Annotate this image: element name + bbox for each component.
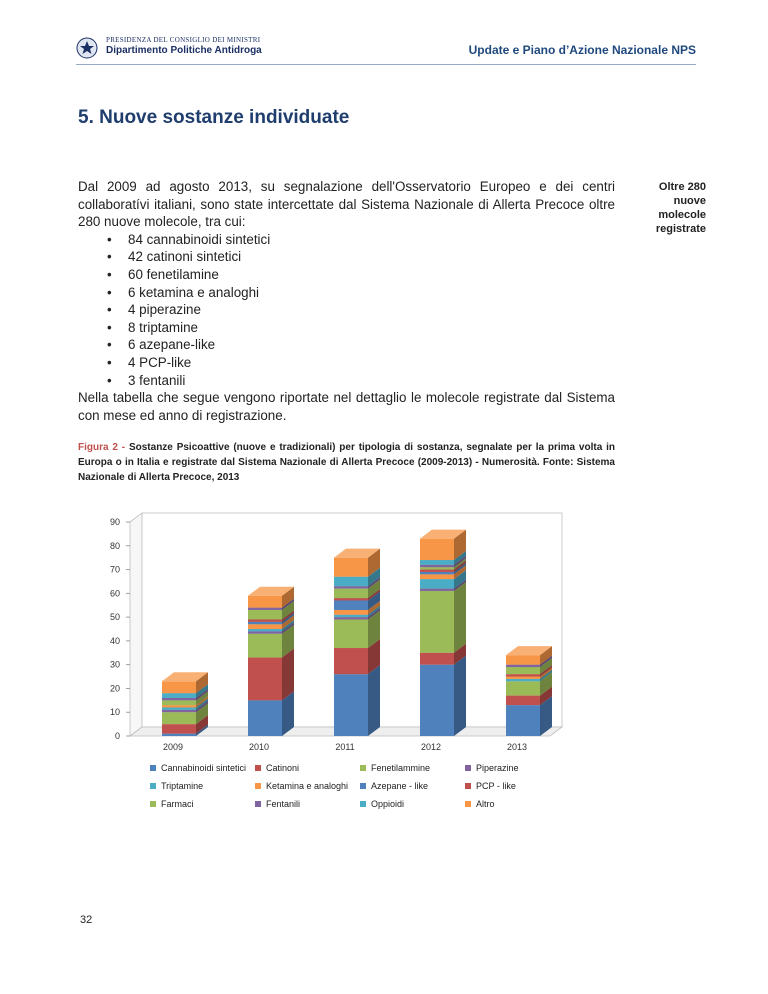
x-tick-label: 2009: [162, 742, 184, 752]
legend-swatch: [465, 801, 471, 807]
substance-list: [78, 231, 615, 389]
bar-segment: [420, 560, 454, 565]
legend-swatch: [255, 765, 261, 771]
list-item: • 8 triptamine: [128, 319, 615, 337]
bar-segment: [506, 655, 540, 665]
list-item: • 42 catinoni sintetici: [128, 248, 615, 266]
chart-legend: [150, 759, 570, 813]
bar-segment: [162, 705, 196, 707]
bar-segment: [248, 610, 282, 620]
bar-segment: [162, 681, 196, 693]
legend-swatch: [150, 783, 156, 789]
intro-paragraph: Dal 2009 ad agosto 2013, su segnalazione dell'Osservatorio Europeo e dei centri collaboratívi italiani, sono state intercettate dal Sistema Nazionale di Allerta Precoce oltre 280 nuove molecole, tra cui:: [78, 179, 615, 230]
bar-segment-side: [454, 582, 466, 653]
legend-item: [465, 763, 570, 773]
bar-segment: [162, 707, 196, 709]
legend-item: [150, 763, 255, 773]
bar-segment: [420, 665, 454, 736]
bar-segment: [162, 724, 196, 734]
legend-label: PCP - like: [476, 781, 516, 791]
bar-segment: [248, 622, 282, 624]
y-tick-label: 80: [109, 540, 120, 551]
bar-segment: [506, 696, 540, 706]
bar-segment: [506, 681, 540, 695]
y-tick-label: 10: [109, 707, 120, 718]
bar-segment: [334, 619, 368, 648]
bar-segment: [506, 677, 540, 679]
bar-segment: [162, 698, 196, 700]
bar-segment: [248, 619, 282, 621]
bar-segment: [248, 596, 282, 608]
bar-segment: [248, 631, 282, 633]
legend-label: Ketamina e analoghi: [266, 781, 349, 791]
bar-segment: [506, 705, 540, 736]
bar-segment: [334, 617, 368, 619]
legend-swatch: [360, 783, 366, 789]
bar-segment: [162, 700, 196, 705]
legend-item: [150, 799, 255, 809]
bar-segment: [334, 600, 368, 610]
legend-item: [255, 781, 360, 791]
bar-segment: [420, 539, 454, 560]
bar-segment: [248, 634, 282, 658]
bar-segment: [334, 577, 368, 587]
bar-segment: [420, 572, 454, 574]
legend-item: [255, 763, 360, 773]
margin-note: Oltre 280 nuove molecole registrate: [655, 181, 706, 235]
bar-segment-side: [368, 665, 380, 736]
figure-caption: [78, 440, 615, 485]
legend-item: [360, 763, 465, 773]
bar-segment: [334, 615, 368, 617]
bar-segment: [248, 658, 282, 701]
x-tick-label: 2011: [335, 742, 355, 752]
legend-row: [150, 759, 570, 777]
bar-segment: [162, 734, 196, 736]
bar-segment: [420, 570, 454, 572]
legend-item: [360, 781, 465, 791]
figure-caption-text: Sostanze Psicoattive (nuove e tradizionali) per tipologia di sostanza, segnalate per la prima volta in Europa o in Italia e registrate dal Sistema Nazionale di Allerta Precoce (2009-2013) - Numerosità. Fonte: Sistema Nazionale di Allerta Precoce, 2013: [78, 442, 615, 483]
department-name: [106, 36, 262, 56]
list-item: • 4 piperazine: [128, 301, 615, 319]
list-item: • 60 fenetilamine: [128, 266, 615, 284]
bar-segment: [506, 674, 540, 676]
bar-segment: [248, 608, 282, 610]
y-tick-label: 20: [109, 683, 120, 694]
y-tick-label: 90: [109, 517, 120, 527]
department-top-line: PRESIDENZA DEL CONSIGLIO DEI MINISTRI: [106, 36, 261, 44]
legend-row: [150, 777, 570, 795]
x-tick-label: 2013: [506, 742, 528, 752]
bar-segment: [248, 624, 282, 629]
bar-segment: [334, 610, 368, 615]
bar-segment: [420, 567, 454, 569]
y-tick-label: 30: [109, 659, 120, 670]
bar-segment: [506, 667, 540, 674]
legend-swatch: [465, 783, 471, 789]
legend-item: [465, 799, 570, 809]
bar-segment: [420, 591, 454, 653]
legend-item: [150, 781, 255, 791]
legend-swatch: [150, 801, 156, 807]
legend-label: Farmaci: [161, 799, 194, 809]
figure-label: Figura 2 -: [78, 442, 129, 453]
department-main-line: Dipartimento Politiche Antidroga: [106, 45, 262, 56]
list-item: • 6 azepane-like: [128, 336, 615, 354]
bar-segment: [248, 629, 282, 631]
legend-label: Fenetilammine: [371, 763, 431, 773]
list-item: • 3 fentanili: [128, 372, 615, 390]
bar-segment: [506, 665, 540, 667]
legend-item: [465, 781, 570, 791]
bar-segment: [334, 586, 368, 588]
legend-row: [150, 795, 570, 813]
bar-segment: [334, 558, 368, 577]
legend-swatch: [255, 801, 261, 807]
page-header: [76, 34, 696, 64]
list-item: • 4 PCP-like: [128, 354, 615, 372]
legend-label: Oppioidi: [371, 799, 405, 809]
bar-segment: [420, 653, 454, 665]
section-title: 5. Nuove sostanze individuate: [78, 107, 350, 128]
list-item: • 6 ketamina e analoghi: [128, 284, 615, 302]
bar-segment: [420, 589, 454, 591]
legend-item: [360, 799, 465, 809]
list-item: • 84 cannabinoidi sintetici: [128, 231, 615, 249]
x-tick-label: 2010: [248, 742, 270, 752]
bar-segment: [420, 565, 454, 567]
outro-paragraph: Nella tabella che segue vengono riportate nel dettaglio le molecole registrate dal Sistema con mese ed anno di registrazione.: [78, 390, 615, 423]
bar-segment: [420, 579, 454, 589]
legend-label: Azepane - like: [371, 781, 429, 791]
bar-segment: [162, 710, 196, 712]
chart-side-wall: [130, 513, 142, 736]
bar-segment: [334, 589, 368, 599]
emblem-icon: [76, 37, 98, 59]
legend-swatch: [360, 765, 366, 771]
body-text: [78, 178, 615, 424]
bar-segment: [162, 693, 196, 698]
bar-segment: [506, 679, 540, 681]
legend-label: Altro: [476, 799, 495, 809]
bar-segment: [162, 712, 196, 724]
y-tick-label: 60: [109, 588, 120, 599]
header-divider: [76, 64, 696, 65]
bar-segment: [420, 574, 454, 579]
y-tick-label: 0: [114, 731, 120, 741]
legend-label: Triptamine: [161, 781, 204, 791]
legend-swatch: [150, 765, 156, 771]
page-number: 32: [80, 914, 93, 926]
legend-swatch: [255, 783, 261, 789]
legend-label: Cannabinoidi sintetici: [161, 763, 247, 773]
bar-segment-side: [454, 656, 466, 736]
bar-segment: [334, 598, 368, 600]
y-tick-label: 50: [109, 612, 120, 623]
bar-segment: [334, 674, 368, 736]
legend-swatch: [465, 765, 471, 771]
legend-label: Piperazine: [476, 763, 519, 773]
bar-segment: [334, 648, 368, 674]
bar-segment-side: [282, 649, 294, 701]
legend-label: Catinoni: [266, 763, 300, 773]
legend-swatch: [360, 801, 366, 807]
y-tick-label: 70: [109, 564, 120, 575]
legend-item: [255, 799, 360, 809]
y-tick-label: 40: [109, 635, 120, 646]
legend-label: Fentanili: [266, 799, 301, 809]
x-tick-label: 2012: [420, 742, 442, 752]
header-title: Update e Piano d’Azione Nazionale NPS: [468, 43, 696, 57]
bar-segment: [248, 700, 282, 736]
